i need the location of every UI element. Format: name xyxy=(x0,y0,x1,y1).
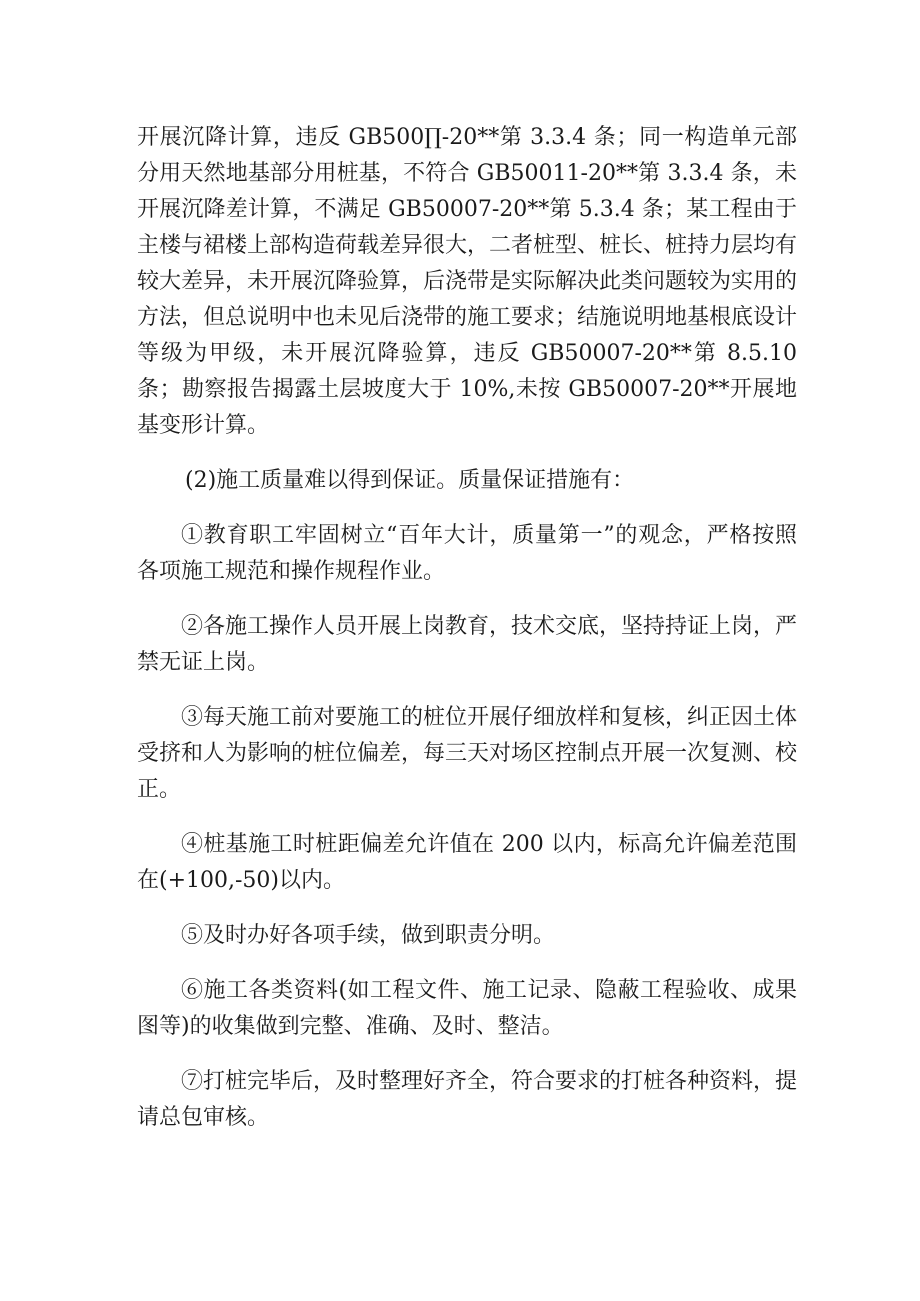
list-item-measure-4: ④桩基施工时桩距偏差允许值在 200 以内，标高允许偏差范围在(+100,-50)以内。 xyxy=(137,832,797,893)
paragraph-settlement-violations: 开展沉降计算，违反 GB500∏-20**第 3.3.4 条；同一构造单元部分用天然地基部分用桩基，不符合 GB50011-20**第 3.3.4 条，未开展沉降差计算，不满足 GB50007-20**第 5.3.4 条；某工程由于主楼与裙楼上部构造荷载差异很大，二者桩型、桩长、桩持力层均有较大差异，未开展沉降验算，后浇带是实际解决此类问题较为实用的方法，但总说明中也未见后浇带的施工要求；结施说明地基根底设计等级为甲级，未开展沉降验算，违反 GB50007-20**第 8.5.10 条；勘察报告揭露土层坡度大于 10%,未按 GB50007-20**开展地基变形计算。 xyxy=(137,125,798,438)
list-item-measure-2: ②各施工操作人员开展上岗教育，技术交底，坚持持证上岗，严禁无证上岗。 xyxy=(137,614,798,675)
list-item-measure-6: ⑥施工各类资料(如工程文件、施工记录、隐蔽工程验收、成果图等)的收集做到完整、准确、及时、整洁。 xyxy=(137,978,797,1039)
document-body xyxy=(137,120,797,1136)
list-item-measure-7: ⑦打桩完毕后，及时整理好齐全，符合要求的打桩各种资料，提请总包审核。 xyxy=(137,1069,798,1130)
list-item-measure-5: ⑤及时办好各项手续，做到职责分明。 xyxy=(181,923,556,948)
list-item-measure-3: ③每天施工前对要施工的桩位开展仔细放样和复核，纠正因土体受挤和人为影响的桩位偏差，每三天对场区控制点开展一次复测、校正。 xyxy=(137,705,798,802)
list-item-measure-1: ①教育职工牢固树立“百年大计，质量第一”的观念，严格按照各项施工规范和操作规程作业。 xyxy=(137,523,797,584)
paragraph-quality-heading: (2)施工质量难以得到保证。质量保证措施有： xyxy=(185,468,635,493)
